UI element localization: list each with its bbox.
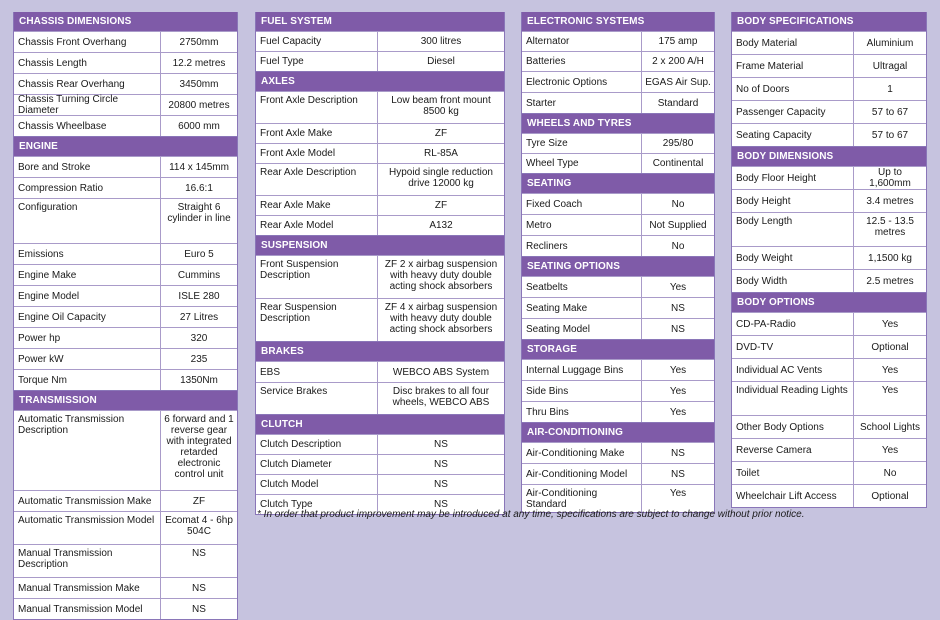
section-header: STORAGE — [522, 340, 714, 359]
spec-value: NS — [641, 443, 714, 463]
spec-row — [256, 474, 504, 494]
spec-row — [14, 243, 237, 264]
spec-value: NS — [641, 319, 714, 339]
section-engine — [13, 137, 238, 391]
section-transmission — [13, 391, 238, 620]
spec-label: Chassis Rear Overhang — [18, 78, 125, 90]
spec-label: Rear Suspension Description — [260, 302, 337, 324]
spec-label: Toilet — [736, 467, 760, 479]
spec-value: 12.2 metres — [160, 53, 237, 73]
spec-value: ISLE 280 — [160, 286, 237, 306]
spec-value: 16.6:1 — [160, 178, 237, 198]
spec-row — [522, 235, 714, 256]
section-wheels-and-tyres — [521, 114, 715, 174]
spec-row — [14, 115, 237, 136]
spec-label: Batteries — [526, 56, 566, 67]
spec-row — [256, 298, 504, 341]
spec-value: ZF — [377, 196, 504, 215]
spec-label: Clutch Type — [260, 499, 313, 510]
section-header: SEATING — [522, 174, 714, 193]
spec-row — [732, 438, 926, 461]
spec-label: Other Body Options — [736, 421, 824, 433]
spec-value: Aluminium — [853, 32, 926, 54]
spec-row — [14, 490, 237, 511]
spec-value: ZF — [377, 124, 504, 143]
spec-label: Wheel Type — [526, 158, 579, 169]
section-header: ENGINE — [14, 137, 237, 156]
column-3 — [521, 12, 715, 513]
spec-row — [256, 163, 504, 195]
spec-label: Torque Nm — [18, 374, 67, 386]
spec-label: Configuration — [18, 202, 78, 213]
spec-label: Air-Conditioning Standard — [526, 488, 598, 510]
spec-value: 27 Litres — [160, 307, 237, 327]
spec-label: Clutch Model — [260, 479, 319, 490]
section-electronic-systems — [521, 12, 715, 114]
spec-label: Air-Conditioning Make — [526, 447, 625, 459]
spec-row — [522, 193, 714, 214]
spec-value: Yes — [853, 313, 926, 335]
spec-label: Air-Conditioning Model — [526, 468, 628, 480]
spec-row — [14, 327, 237, 348]
spec-row — [14, 410, 237, 490]
spec-label: Chassis Front Overhang — [18, 36, 127, 48]
section-header: CHASSIS DIMENSIONS — [14, 12, 237, 31]
section-seating-options — [521, 257, 715, 340]
spec-label: Power kW — [18, 353, 64, 365]
spec-label: Fixed Coach — [526, 198, 583, 210]
spec-value: 320 — [160, 328, 237, 348]
spec-value: EGAS Air Sup. — [641, 72, 714, 92]
section-header: AIR-CONDITIONING — [522, 423, 714, 442]
spec-value: 1350Nm — [160, 370, 237, 390]
spec-row — [522, 133, 714, 153]
spec-row — [732, 335, 926, 358]
spec-value: A132 — [377, 216, 504, 235]
spec-value: 2.5 metres — [853, 270, 926, 292]
spec-label: Seatbelts — [526, 281, 568, 293]
spec-row — [256, 382, 504, 414]
spec-row — [732, 381, 926, 415]
spec-row — [14, 544, 237, 577]
spec-label: Rear Axle Model — [260, 220, 334, 231]
spec-value: No — [853, 462, 926, 484]
spec-value: 1,1500 kg — [853, 247, 926, 269]
spec-label: Thru Bins — [526, 406, 569, 418]
spec-value: 20800 metres — [160, 95, 237, 115]
spec-row — [732, 77, 926, 100]
spec-label: Compression Ratio — [18, 182, 104, 194]
section-header: AXLES — [256, 72, 504, 91]
spec-row — [522, 153, 714, 173]
column-4 — [731, 12, 927, 508]
spec-row — [14, 369, 237, 390]
section-fuel-system — [255, 12, 505, 72]
spec-label: Engine Oil Capacity — [18, 311, 106, 323]
spec-row — [732, 415, 926, 438]
spec-label: Engine Model — [18, 290, 80, 302]
spec-value: Continental — [641, 154, 714, 173]
spec-label: Wheelchair Lift Access — [736, 490, 837, 502]
spec-row — [14, 285, 237, 306]
section-clutch — [255, 415, 505, 515]
spec-label: Automatic Transmission Model — [18, 515, 155, 526]
spec-row — [522, 380, 714, 401]
spec-label: Manual Transmission Model — [18, 603, 143, 615]
spec-row — [14, 264, 237, 285]
spec-label: Manual Transmission Description — [18, 548, 113, 570]
section-body-dimensions — [731, 147, 927, 293]
spec-label: Seating Capacity — [736, 129, 812, 141]
spec-label: Reverse Camera — [736, 444, 812, 456]
spec-row — [14, 31, 237, 52]
column-1 — [13, 12, 238, 620]
section-suspension — [255, 236, 505, 342]
spec-label: Seating Make — [526, 302, 588, 314]
spec-row — [256, 143, 504, 163]
spec-value: School Lights — [853, 416, 926, 438]
spec-label: Emissions — [18, 248, 64, 260]
spec-value: Ecomat 4 - 6hp 504C — [160, 512, 237, 544]
spec-value: NS — [160, 578, 237, 598]
spec-row — [522, 51, 714, 71]
spec-label: Fuel Type — [260, 56, 304, 67]
section-header: BODY SPECIFICATIONS — [732, 12, 926, 31]
spec-value: 300 litres — [377, 32, 504, 51]
spec-label: Fuel Capacity — [260, 36, 322, 47]
spec-label: Individual AC Vents — [736, 364, 823, 376]
spec-value: Optional — [853, 336, 926, 358]
spec-label: Bore and Stroke — [18, 161, 91, 173]
spec-row — [732, 100, 926, 123]
spec-row — [732, 246, 926, 269]
spec-value: 12.5 - 13.5 metres — [853, 213, 926, 246]
section-axles — [255, 72, 505, 236]
spec-row — [732, 54, 926, 77]
spec-label: Service Brakes — [260, 386, 328, 397]
spec-row — [14, 52, 237, 73]
spec-label: Body Length — [736, 216, 793, 227]
spec-label: Body Material — [736, 37, 798, 49]
spec-row — [732, 123, 926, 146]
spec-row — [732, 312, 926, 335]
spec-label: Rear Axle Description — [260, 167, 357, 178]
spec-value: 2 x 200 A/H — [641, 52, 714, 71]
spec-row — [522, 297, 714, 318]
spec-row — [14, 598, 237, 619]
spec-value: Hypoid single reduction drive 12000 kg — [377, 164, 504, 195]
spec-value: NS — [377, 435, 504, 454]
spec-label: Front Suspension Description — [260, 259, 339, 281]
spec-value: Yes — [853, 359, 926, 381]
spec-value: Diesel — [377, 52, 504, 71]
spec-value: NS — [160, 545, 237, 577]
spec-row — [256, 255, 504, 298]
spec-label: Chassis Length — [18, 57, 87, 69]
spec-label: Clutch Description — [260, 439, 342, 450]
spec-value: 3450mm — [160, 74, 237, 94]
spec-label: Front Axle Description — [260, 95, 358, 106]
spec-row — [256, 454, 504, 474]
spec-value: NS — [160, 599, 237, 619]
spec-label: Chassis Wheelbase — [18, 120, 107, 132]
spec-label: Chassis Turning Circle Diameter — [18, 94, 119, 116]
spec-row — [14, 577, 237, 598]
spec-value: Yes — [853, 382, 926, 415]
spec-label: Individual Reading Lights — [736, 385, 848, 396]
column-2 — [255, 12, 505, 515]
spec-row — [732, 269, 926, 292]
spec-row — [732, 212, 926, 246]
spec-row — [256, 215, 504, 235]
section-header: SEATING OPTIONS — [522, 257, 714, 276]
spec-row — [14, 177, 237, 198]
section-header: BODY OPTIONS — [732, 293, 926, 312]
spec-label: Tyre Size — [526, 138, 568, 149]
spec-label: Body Height — [736, 195, 791, 207]
spec-value: WEBCO ABS System — [377, 362, 504, 382]
spec-value: Yes — [641, 402, 714, 422]
section-header: BODY DIMENSIONS — [732, 147, 926, 166]
spec-row — [732, 358, 926, 381]
spec-row — [732, 166, 926, 189]
spec-value: Euro 5 — [160, 244, 237, 264]
spec-label: DVD-TV — [736, 341, 774, 353]
spec-row — [256, 31, 504, 51]
spec-value: ZF — [160, 491, 237, 511]
spec-value: Cummins — [160, 265, 237, 285]
spec-row — [256, 195, 504, 215]
spec-value: 57 to 67 — [853, 101, 926, 123]
spec-label: Starter — [526, 97, 557, 109]
spec-label: Internal Luggage Bins — [526, 364, 624, 376]
spec-value: Yes — [853, 439, 926, 461]
spec-value: Ultragal — [853, 55, 926, 77]
spec-row — [522, 484, 714, 512]
spec-row — [522, 71, 714, 92]
spec-row — [256, 51, 504, 71]
section-header: ELECTRONIC SYSTEMS — [522, 12, 714, 31]
spec-value: 6000 mm — [160, 116, 237, 136]
spec-label: Front Axle Model — [260, 148, 336, 159]
spec-row — [522, 463, 714, 484]
spec-label: Seating Model — [526, 323, 590, 335]
section-brakes — [255, 342, 505, 415]
spec-label: Engine Make — [18, 269, 77, 281]
section-header: WHEELS AND TYRES — [522, 114, 714, 133]
spec-row — [256, 434, 504, 454]
spec-label: Side Bins — [526, 385, 569, 397]
spec-value: 6 forward and 1 reverse gear with integrated retarded electronic control unit — [160, 411, 237, 490]
spec-label: Frame Material — [736, 60, 804, 72]
spec-row — [14, 348, 237, 369]
spec-label: Power hp — [18, 332, 61, 344]
spec-label: Body Floor Height — [736, 172, 817, 184]
spec-value: Not Supplied — [641, 215, 714, 235]
section-header: SUSPENSION — [256, 236, 504, 255]
section-header: BRAKES — [256, 342, 504, 361]
spec-row — [732, 461, 926, 484]
spec-row — [522, 442, 714, 463]
spec-value: 57 to 67 — [853, 124, 926, 146]
spec-value: 295/80 — [641, 134, 714, 153]
spec-row — [14, 94, 237, 115]
spec-row — [14, 198, 237, 243]
section-seating — [521, 174, 715, 257]
spec-label: Body Weight — [736, 252, 793, 264]
spec-row — [522, 214, 714, 235]
spec-value: Yes — [641, 485, 714, 512]
spec-label: Body Width — [736, 275, 788, 287]
spec-value: NS — [641, 298, 714, 318]
spec-label: EBS — [260, 366, 281, 378]
spec-value: Straight 6 cylinder in line — [160, 199, 237, 243]
section-header: CLUTCH — [256, 415, 504, 434]
spec-value: Yes — [641, 381, 714, 401]
section-storage — [521, 340, 715, 423]
section-header: TRANSMISSION — [14, 391, 237, 410]
spec-value: ZF 4 x airbag suspension with heavy duty double acting shock absorbers — [377, 299, 504, 341]
spec-row — [522, 92, 714, 113]
spec-value: 114 x 145mm — [160, 157, 237, 177]
spec-label: CD-PA-Radio — [736, 318, 796, 330]
spec-row — [522, 276, 714, 297]
spec-label: Manual Transmission Make — [18, 582, 140, 594]
spec-label: Recliners — [526, 240, 568, 252]
spec-row — [256, 91, 504, 123]
spec-value: NS — [377, 455, 504, 474]
spec-row — [14, 156, 237, 177]
spec-value: 1 — [853, 78, 926, 100]
spec-label: Clutch Diameter — [260, 459, 332, 470]
spec-label: No of Doors — [736, 83, 790, 95]
spec-row — [732, 31, 926, 54]
spec-value: Low beam front mount 8500 kg — [377, 92, 504, 123]
spec-value: Up to 1,600mm — [853, 167, 926, 189]
spec-value: Disc brakes to all four wheels, WEBCO ABS — [377, 383, 504, 414]
spec-row — [732, 484, 926, 507]
spec-value: NS — [377, 475, 504, 494]
spec-row — [522, 401, 714, 422]
spec-value: ZF 2 x airbag suspension with heavy duty double acting shock absorbers — [377, 256, 504, 298]
spec-value: NS — [377, 495, 504, 514]
spec-label: Automatic Transmission Description — [18, 414, 125, 436]
section-body-specifications — [731, 12, 927, 147]
footnote: * In order that product improvement may be introduced at any time, specifications are subject to change without prior notice. — [257, 509, 805, 520]
spec-label: Alternator — [526, 36, 570, 47]
spec-label: Passenger Capacity — [736, 106, 826, 118]
spec-row — [14, 73, 237, 94]
spec-label: Front Axle Make — [260, 128, 333, 139]
spec-row — [522, 318, 714, 339]
spec-label: Rear Axle Make — [260, 200, 331, 211]
spec-row — [522, 31, 714, 51]
spec-row — [14, 511, 237, 544]
spec-value: 2750mm — [160, 32, 237, 52]
spec-value: Optional — [853, 485, 926, 507]
section-air-conditioning — [521, 423, 715, 513]
spec-row — [256, 361, 504, 382]
spec-label: Metro — [526, 219, 552, 231]
spec-value: 175 amp — [641, 32, 714, 51]
section-header: FUEL SYSTEM — [256, 12, 504, 31]
spec-value: No — [641, 194, 714, 214]
spec-value: 3.4 metres — [853, 190, 926, 212]
spec-value: Standard — [641, 93, 714, 113]
spec-row — [14, 306, 237, 327]
spec-value: Yes — [641, 360, 714, 380]
spec-value: 235 — [160, 349, 237, 369]
spec-row — [732, 189, 926, 212]
spec-value: Yes — [641, 277, 714, 297]
section-body-options — [731, 293, 927, 508]
spec-label: Electronic Options — [526, 76, 608, 88]
section-chassis-dimensions — [13, 12, 238, 137]
spec-label: Automatic Transmission Make — [18, 495, 152, 507]
spec-row — [256, 123, 504, 143]
spec-row — [522, 359, 714, 380]
spec-value: No — [641, 236, 714, 256]
spec-value: RL-85A — [377, 144, 504, 163]
spec-value: NS — [641, 464, 714, 484]
